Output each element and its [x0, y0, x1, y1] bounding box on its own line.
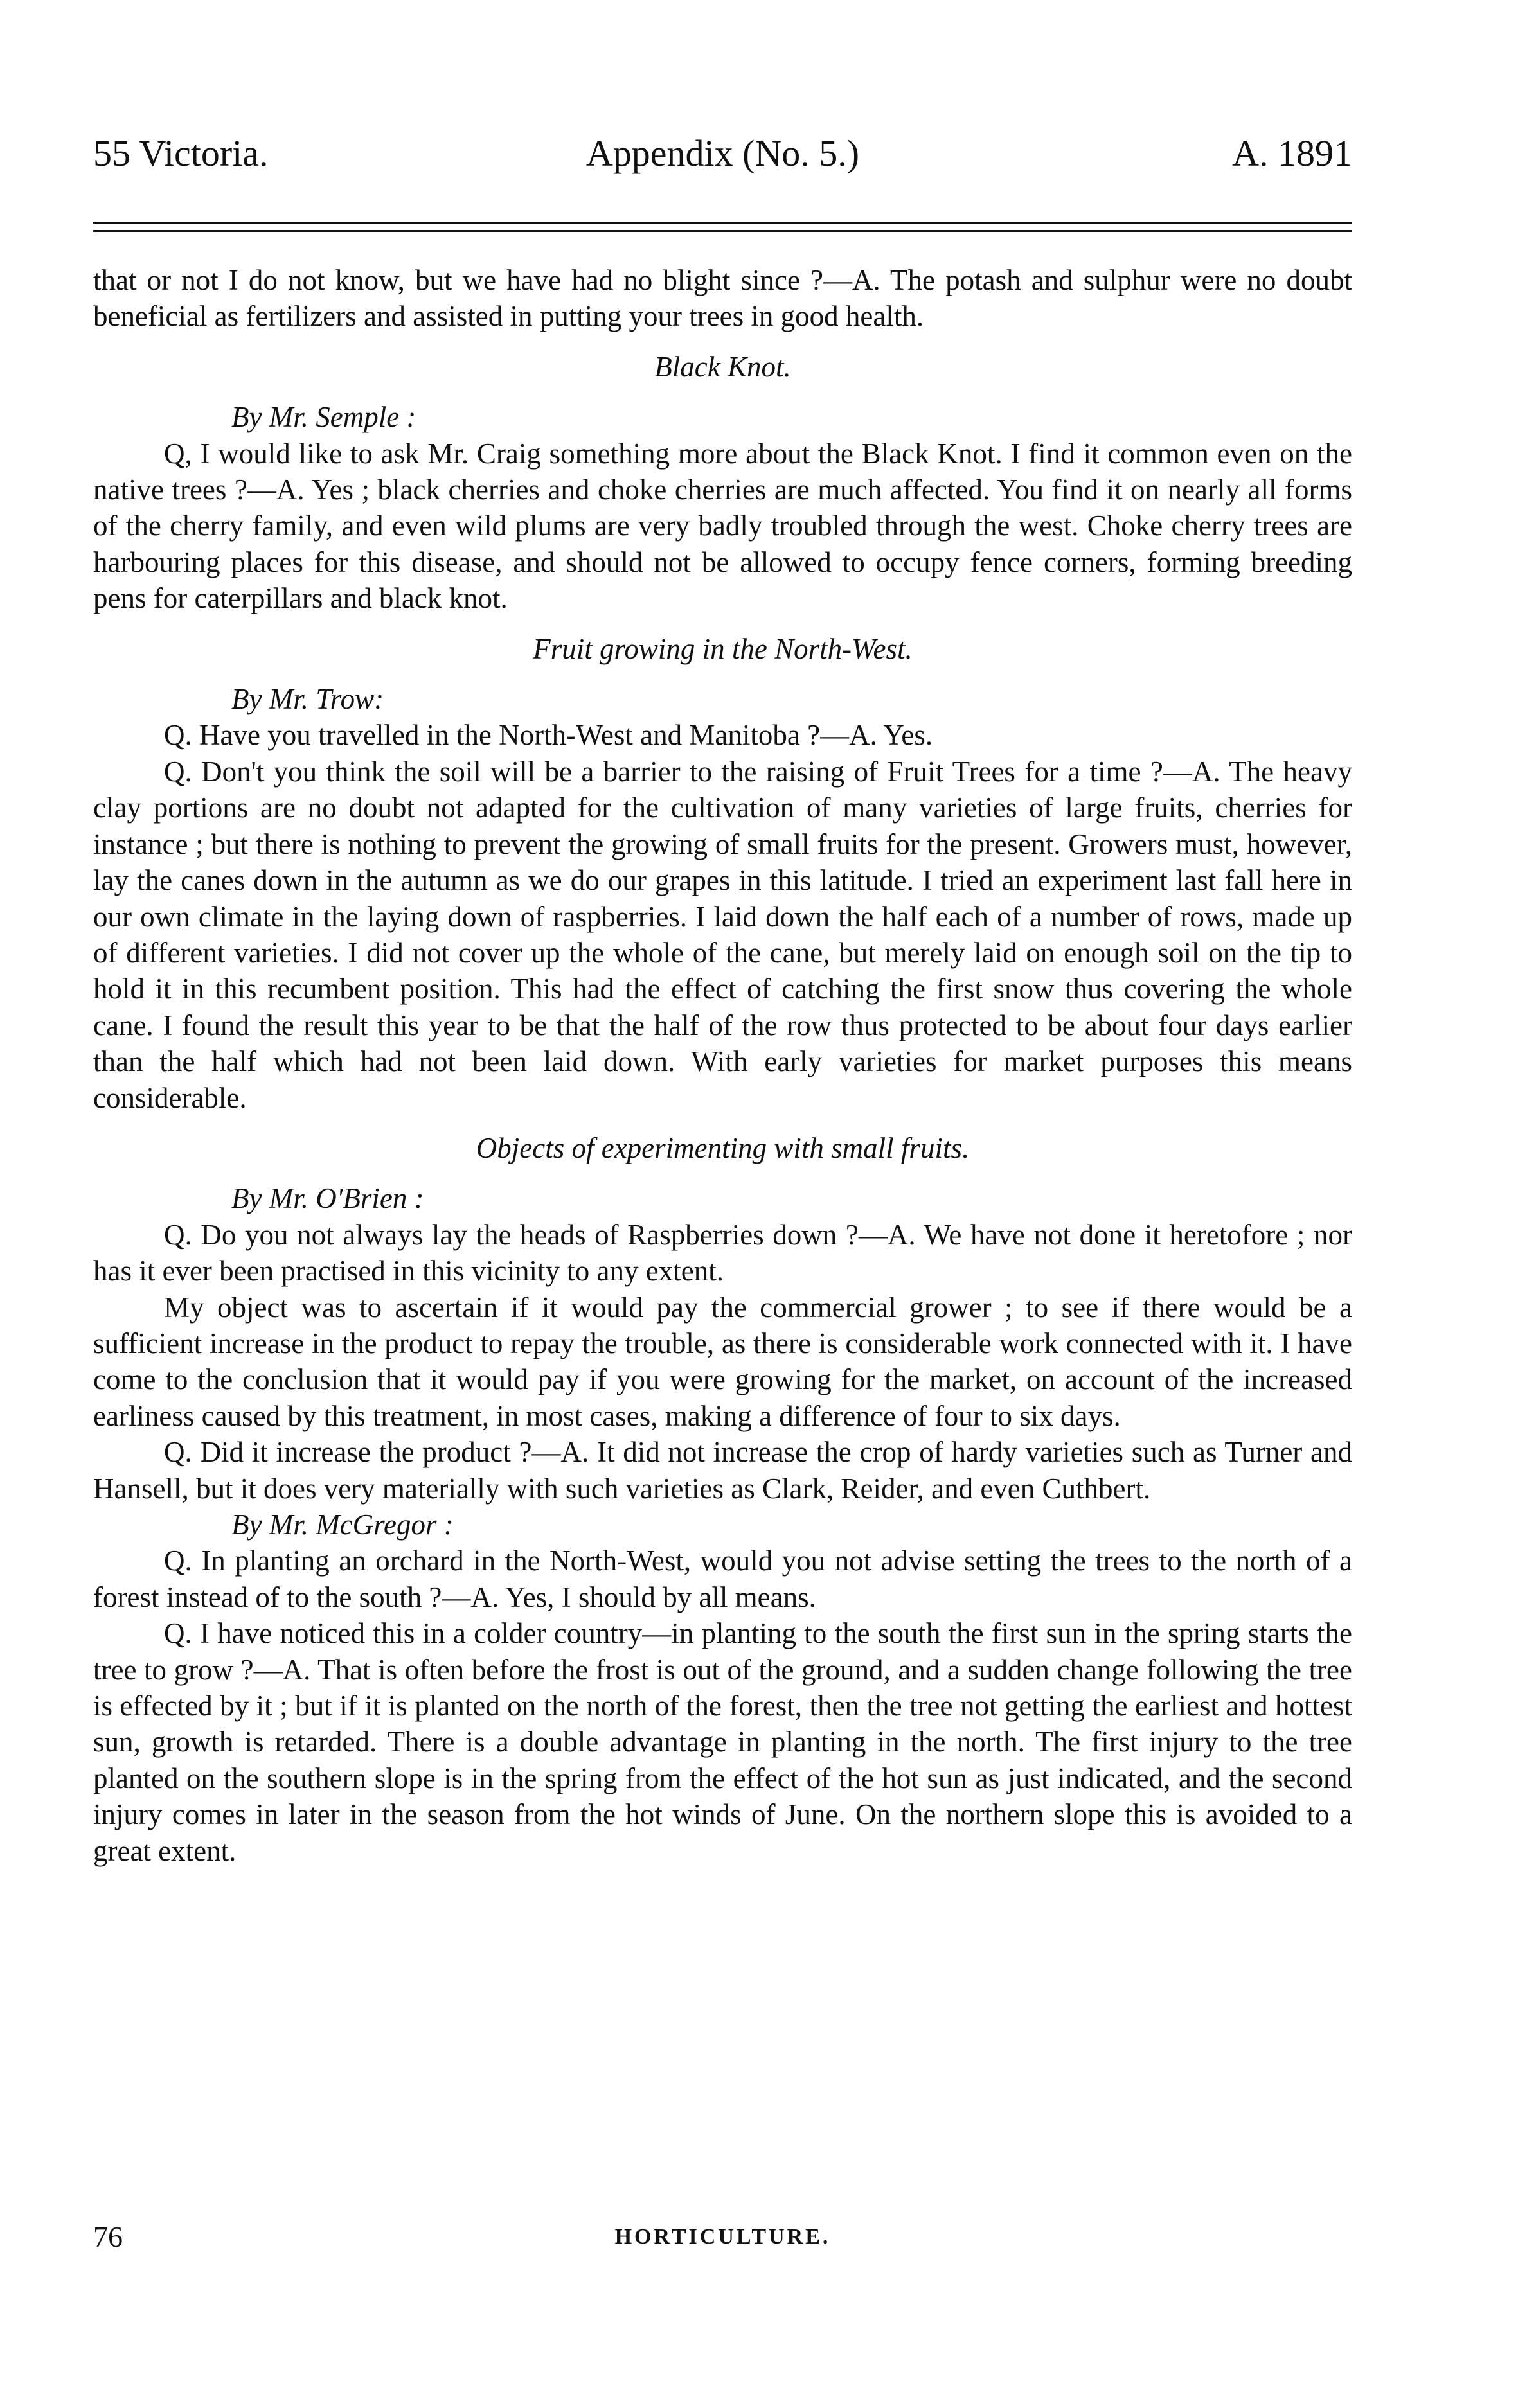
header-appendix: Appendix (No. 5.): [585, 132, 860, 174]
section-heading-fruit-growing: Fruit growing in the North-West.: [533, 632, 913, 665]
paragraph: Q. Have you travelled in the North-West and Manitoba ?—A. Yes.: [164, 719, 933, 752]
running-header: [93, 132, 1352, 202]
header-rule-top: [93, 222, 1352, 224]
header-rule-bottom: [93, 230, 1352, 232]
byline-obrien: By Mr. O'Brien :: [231, 1182, 424, 1215]
header-year: A. 1891: [1232, 132, 1352, 174]
byline-trow: By Mr. Trow:: [231, 683, 384, 716]
paragraph: Q. Don't you think the soil will be a barrier to the raising of Fruit Trees for a time ?—A. The heavy clay portions are no doubt not adapted for the cultivation of many varieties of large fruits, cherries for instance ; but there is nothing to prevent the growing of small fruits for the present. Growers must, however, lay the canes down in the autumn as we do our grapes in this latitude. I tried an experiment last fall here in our own climate in the laying down of raspberries. I laid down the half each of a number of rows, made up of different varieties. I did not cover up the whole of the cane, but merely laid on enough soil on the tip to hold it in this recumbent position. This had the effect of catching the first snow thus covering the whole cane. I found the result this year to be that the half of the row thus protected to be about four days earlier than the half which had not been laid down. With early varieties for market purposes this means considerable.: [93, 755, 1352, 1114]
byline-mcgregor: By Mr. McGregor :: [231, 1509, 454, 1541]
section-heading-black-knot: Black Knot.: [654, 350, 791, 383]
byline-semple: By Mr. Semple :: [231, 401, 416, 434]
paragraph: Q. I have noticed this in a colder country—in planting to the south the first sun in the spring starts the tree to grow ?—A. That is often before the frost is out of the ground, and a sudden change following the tree is effected by it ; but if it is planted on the north of the forest, then the tree not getting the earliest and hottest sun, growth is retarded. There is a double advantage in planting in the north. The first injury to the tree planted on the southern slope is in the spring from the effect of the hot sun as just indicated, and the second injury comes in later in the season from the hot winds of June. On the northern slope this is avoided to a great extent.: [93, 1617, 1352, 1867]
paragraph: Q. Do you not always lay the heads of Raspberries down ?—A. We have not done it heretofore ; nor has it ever been practised in this vicinity to any extent.: [93, 1218, 1352, 1288]
paragraph: Q. In planting an orchard in the North-West, would you not advise setting the trees to the north of a forest instead of to the south ?—A. Yes, I should by all means.: [93, 1545, 1352, 1613]
footer-section-title: HORTICULTURE.: [614, 2225, 831, 2249]
section-heading-small-fruits: Objects of experimenting with small fruits.: [476, 1131, 970, 1164]
page-number: 76: [93, 2220, 123, 2253]
paragraph: Q, I would like to ask Mr. Craig something more about the Black Knot. I find it common even on the native trees ?—A. Yes ; black cherries and choke cherries are much affected. You find it on nearly all forms of the cherry family, and even wild plums are very badly troubled through the west. Choke cherry trees are harbouring places for this disease, and should not be allowed to occupy fence corners, forming breeding pens for caterpillars and black knot.: [93, 437, 1352, 615]
header-volume: 55 Victoria.: [93, 132, 269, 174]
page-footer: [93, 2220, 1352, 2265]
paragraph: Q. Did it increase the product ?—A. It did not increase the crop of hardy varieties such as Turner and Hansell, but it does very materially with such varieties as Clark, Reider, and even Cuthbert.: [93, 1436, 1352, 1505]
paragraph: My object was to ascertain if it would pay the commercial grower ; to see if there would be a sufficient increase in the product to repay the trouble, as there is considerable work connected with it. I have come to the conclusion that it would pay if you were growing for the market, on account of the increased earliness caused by this treatment, in most cases, making a difference of four to six days.: [93, 1291, 1352, 1432]
page-body: [93, 262, 1352, 1869]
paragraph-continuation: that or not I do not know, but we have had no blight since ?—A. The potash and sulphur were no doubt beneficial as fertilizers and assisted in putting your trees in good health.: [93, 264, 1352, 333]
